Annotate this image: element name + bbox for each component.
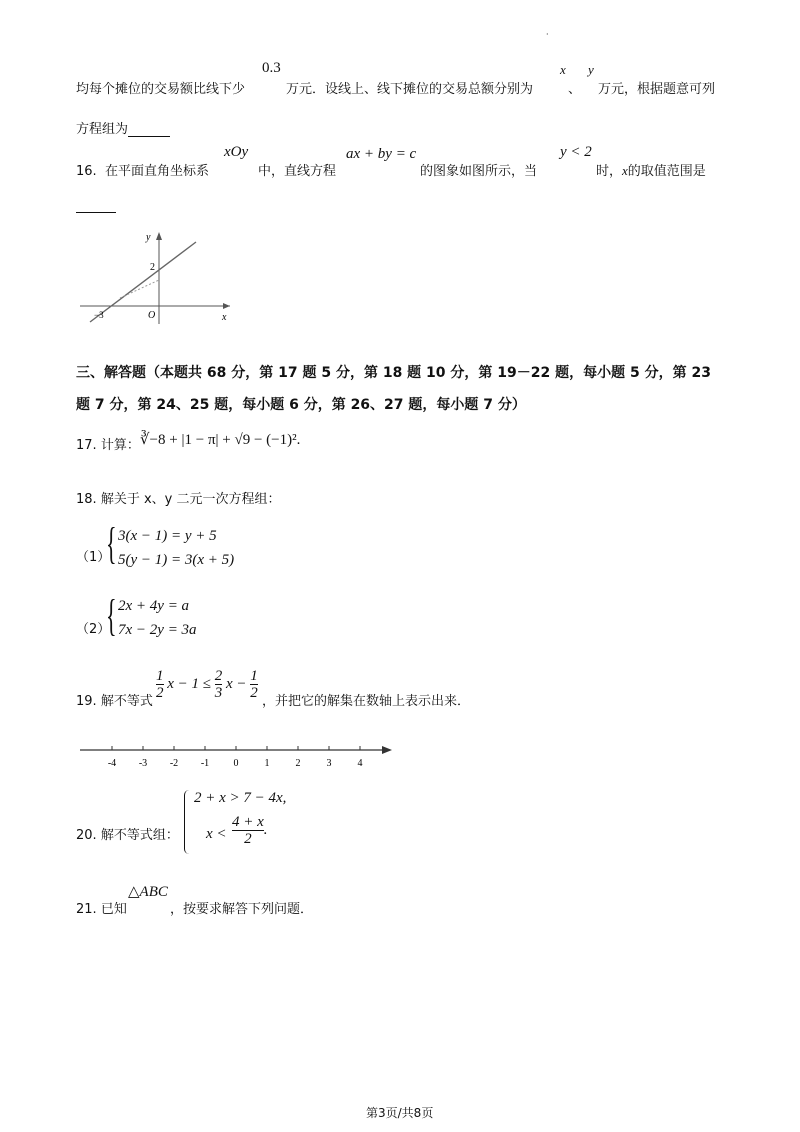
number-line-tick-label: 0 (233, 758, 239, 769)
p17-label-text: 计算： (100, 438, 140, 453)
p21-num: 21. (76, 902, 97, 917)
graph-line (90, 242, 196, 322)
p19-mid2: x − (226, 675, 247, 692)
p19-frac2-num: 2 (214, 668, 223, 684)
p19-num: 19. (76, 694, 97, 709)
p18-sub1-eq2: 5(y − 1) = 3(x + 5) (118, 552, 235, 568)
number-line-tick-label: -1 (200, 758, 210, 769)
number-line-arrow (382, 746, 392, 754)
p15-value: 0.3 (262, 60, 281, 76)
p15-line2-text: 方程组为 (76, 122, 129, 137)
p16-condition: y < 2 (560, 144, 592, 160)
p21-triangle: △ABC (128, 884, 168, 900)
p16-answer-blank (76, 212, 116, 213)
p20-frac (232, 814, 264, 847)
x-axis-arrow (223, 303, 230, 309)
p18-intro (76, 488, 280, 507)
p17-expression: ∛−8 + |1 − π| + √9 − (−1)². (140, 432, 301, 448)
p16-number (76, 160, 209, 179)
p18-text: 解关于 x、y 二元一次方程组： (100, 492, 281, 507)
p20-label-text: 解不等式组： (100, 828, 179, 843)
p16-text-e: 的取值范围是 (627, 164, 706, 179)
p19-frac3-num: 1 (250, 668, 258, 684)
p19-inequality (156, 668, 258, 701)
number-line-tick-label: -2 (169, 758, 179, 769)
p16-text-d-group (596, 160, 706, 179)
p16-equation: ax + by = c (346, 146, 417, 162)
number-line-tick-label: 2 (295, 758, 301, 769)
p15-line1 (76, 78, 245, 97)
p20-ineq2-end: . (263, 821, 268, 838)
p15-var-y: y (588, 62, 594, 77)
p19-frac2-den: 3 (214, 685, 223, 701)
p18-sub1-label: （1） (76, 550, 111, 565)
p19-frac2 (215, 668, 223, 701)
p18-sub1-eq1: 3(x − 1) = y + 5 (118, 528, 217, 544)
y-axis-arrow (156, 232, 162, 240)
section3-heading-line1: 三、解答题（本题共 68 分，第 17 题 5 分，第 18 题 10 分，第 19－22 题，每小题 5 分，第 23 (76, 365, 711, 381)
p18-sub2-label: （2） (76, 622, 111, 637)
p19-mid1: x − 1 ≤ (167, 675, 212, 692)
p20-ineq1: 2 + x > 7 − 4x, (194, 790, 287, 806)
p20-brace (184, 790, 189, 854)
p21-tail: ，按要求解答下列问题． (170, 902, 314, 917)
p19-tail: ，并把它的解集在数轴上表示出来． (262, 694, 471, 709)
p15-text-a: 均每个摊位的交易额比线下少 (76, 82, 246, 97)
y-tick-2: 2 (150, 262, 155, 273)
p16-var-x: x (622, 163, 628, 178)
p20-ineq2-frac (232, 814, 268, 847)
p21-label (76, 898, 127, 917)
p15-text-b: 万元．设线上、线下摊位的交易总额分别为 (286, 82, 534, 97)
p15-line2 (76, 118, 170, 137)
p16-text-a: 在平面直角坐标系 (104, 164, 209, 179)
x-tick-neg3: −3 (94, 310, 104, 320)
p19-frac1-den: 2 (156, 685, 164, 701)
p20-num: 20. (76, 828, 97, 843)
p16-text-d: 时， (596, 164, 623, 179)
origin-label: O (148, 310, 156, 321)
p19-label (76, 690, 153, 709)
p19-frac1 (156, 668, 164, 701)
p18-num: 18. (76, 492, 97, 507)
p18-sub2-eq2: 7x − 2y = 3a (118, 622, 197, 638)
p19-frac3-den: 2 (250, 685, 258, 701)
p20-ineq2-lhs: x < (206, 826, 227, 842)
p20-frac-den: 2 (244, 831, 252, 847)
x-label: x (222, 312, 227, 323)
p18-sub1-brace: { (106, 519, 117, 568)
p16-graph (80, 228, 240, 326)
number-line-tick-label: 1 (264, 758, 270, 769)
p19-number-line (78, 738, 398, 774)
p19-label-text: 解不等式 (100, 694, 153, 709)
p16-num: 16. (76, 164, 97, 179)
page-footer: 第3页/共8页 (366, 1106, 434, 1120)
number-line-tick-label: -4 (107, 758, 117, 769)
section3-heading-line2: 题 7 分，第 24、25 题，每小题 6 分，第 26、27 题，每小题 7 分） (76, 397, 526, 413)
y-label: y (146, 232, 151, 243)
p15-sep: 、 (568, 82, 582, 97)
p15-text-c: 万元，根据题意可列 (598, 82, 716, 97)
p15-var-x: x (560, 62, 566, 77)
p20-label (76, 824, 179, 843)
p18-sub2-eq1: 2x + 4y = a (118, 598, 190, 614)
p17-label (76, 434, 140, 453)
p19-frac3 (250, 668, 258, 701)
p19-frac1-num: 1 (156, 668, 164, 684)
p17-num: 17. (76, 438, 97, 453)
p15-answer-blank (128, 122, 170, 137)
p21-label-text: 已知 (100, 902, 127, 917)
number-line-tick-label: 3 (326, 758, 332, 769)
p18-sub2-brace: { (106, 591, 117, 640)
number-line-tick-label: 4 (357, 758, 363, 769)
number-line-tick-label: -3 (138, 758, 148, 769)
p20-frac-num: 4 + x (232, 814, 264, 830)
p16-coord: xOy (224, 144, 249, 160)
stray-dot: · (546, 30, 549, 39)
p16-text-c: 的图象如图所示，当 (420, 164, 538, 179)
p16-text-b: 中，直线方程 (258, 164, 337, 179)
